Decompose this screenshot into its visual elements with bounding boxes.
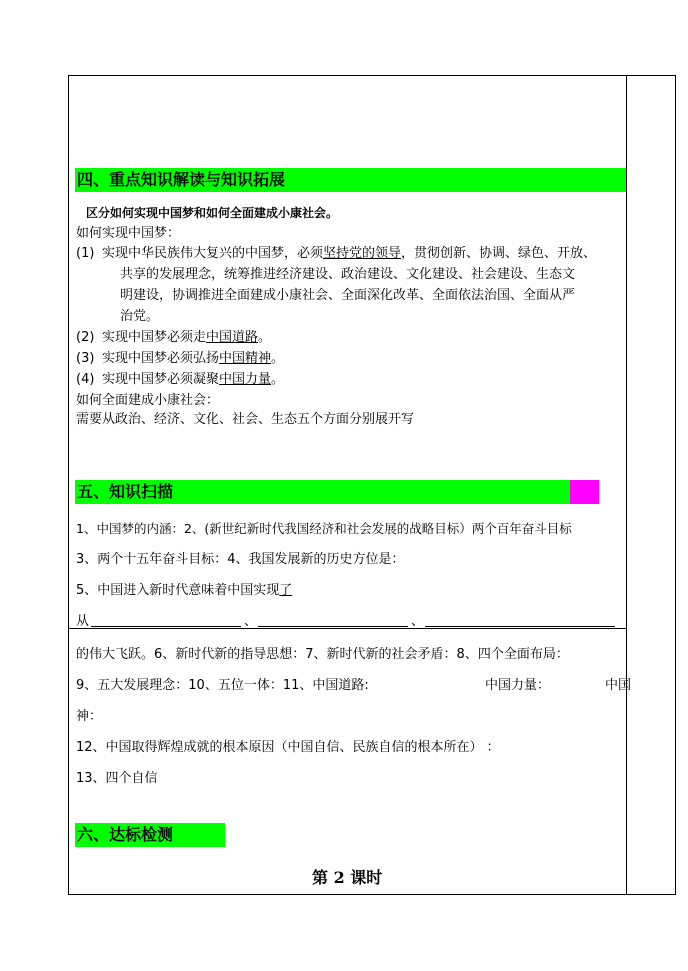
item2-prefix: (2) bbox=[76, 330, 95, 345]
blank-3 bbox=[425, 626, 615, 627]
scan-line-3-text: 5、中国进入新时代意味着中国实现 bbox=[76, 583, 280, 598]
section6-title: 六、达标检测 bbox=[77, 825, 174, 844]
item2-text-b: 。 bbox=[258, 330, 272, 345]
item2-underlined: 中国道路 bbox=[206, 330, 259, 345]
item4-line bbox=[102, 370, 284, 390]
item2-line bbox=[102, 328, 271, 348]
item2-text-a: 实现中国梦必须走 bbox=[102, 330, 207, 345]
scan-line-4-sep1: 、 bbox=[244, 614, 258, 629]
scan-line-6b: 中国力量： bbox=[485, 678, 551, 693]
item4-underlined: 中国力量 bbox=[219, 372, 272, 387]
item1-line1 bbox=[102, 244, 596, 264]
section5-magenta-marker bbox=[570, 480, 599, 504]
scan-line-6c-clip bbox=[605, 676, 632, 696]
question-china-dream: 如何实现中国梦： bbox=[76, 226, 181, 241]
item3-prefix: (3) bbox=[76, 351, 95, 366]
item1-line4: 治党。 bbox=[120, 309, 160, 324]
item1-text-b: ，贯彻创新、协调、绿色、开放、 bbox=[401, 246, 597, 261]
item1-prefix: (1) bbox=[76, 246, 95, 261]
table-row-divider bbox=[68, 628, 626, 629]
item3-line bbox=[102, 349, 284, 369]
item4-text-a: 实现中国梦必须凝聚 bbox=[102, 372, 220, 387]
scan-line-8: 12、中国取得辉煌成就的根本原因（中国自信、民族自信的根本所在） ： bbox=[76, 740, 500, 755]
section5-title: 五、知识扫描 bbox=[77, 482, 174, 501]
item3-text-a: 实现中国梦必须弘扬 bbox=[102, 351, 220, 366]
scan-line-3-underlined: 了 bbox=[279, 583, 293, 598]
item3-underlined: 中国精神 bbox=[219, 351, 272, 366]
scan-line-3 bbox=[76, 581, 292, 601]
item4-text-b: 。 bbox=[271, 372, 285, 387]
blank-2 bbox=[258, 626, 408, 627]
item1-underlined: 坚持党的领导 bbox=[323, 246, 402, 261]
item1-line2: 共享的发展理念，统筹推进经济建设、政治建设、文化建设、社会建设、生态文 bbox=[120, 267, 576, 282]
section4-subheading: 区分如何实现中国梦和如何全面建成小康社会。 bbox=[86, 206, 339, 220]
scan-line-6a: 9、五大发展理念：10、五位一体：11、中国道路: bbox=[76, 678, 369, 693]
table-column-divider bbox=[626, 75, 627, 895]
lesson-title: 第 2 课时 bbox=[312, 868, 383, 887]
item1-line3: 明建设，协调推进全面建成小康社会、全面深化改革、全面依法治国、全面从严 bbox=[120, 288, 576, 303]
scan-line-7: 神： bbox=[76, 709, 103, 724]
scan-line-5: 的伟大飞跃。6、新时代新的指导思想：7、新时代新的社会矛盾：8、四个全面布局： bbox=[76, 647, 569, 662]
scan-line-4-sep2: 、 bbox=[411, 614, 425, 629]
item4-prefix: (4) bbox=[76, 372, 95, 387]
scan-line-4-from: 从 bbox=[76, 614, 90, 629]
scan-line-1: 1、中国梦的内涵：2、(新世纪新时代我国经济和社会发展的战略目标）两个百年奋斗目标 bbox=[76, 521, 572, 536]
scan-line-9: 13、四个自信 bbox=[76, 771, 158, 786]
question-xiaokang: 如何全面建成小康社会： bbox=[76, 393, 220, 408]
section4-title: 四、重点知识解读与知识拓展 bbox=[77, 170, 286, 189]
blank-1 bbox=[91, 626, 241, 627]
scan-line-6c: 中国 bbox=[605, 678, 632, 693]
item3-text-b: 。 bbox=[271, 351, 285, 366]
scan-line-2: 3、两个十五年奋斗目标：4、我国发展新的历史方位是： bbox=[76, 552, 405, 567]
item1-text-a: 实现中华民族伟大复兴的中国梦，必须 bbox=[102, 246, 324, 261]
xiaokang-answer: 需要从政治、经济、文化、社会、生态五个方面分别展开写 bbox=[76, 412, 415, 427]
